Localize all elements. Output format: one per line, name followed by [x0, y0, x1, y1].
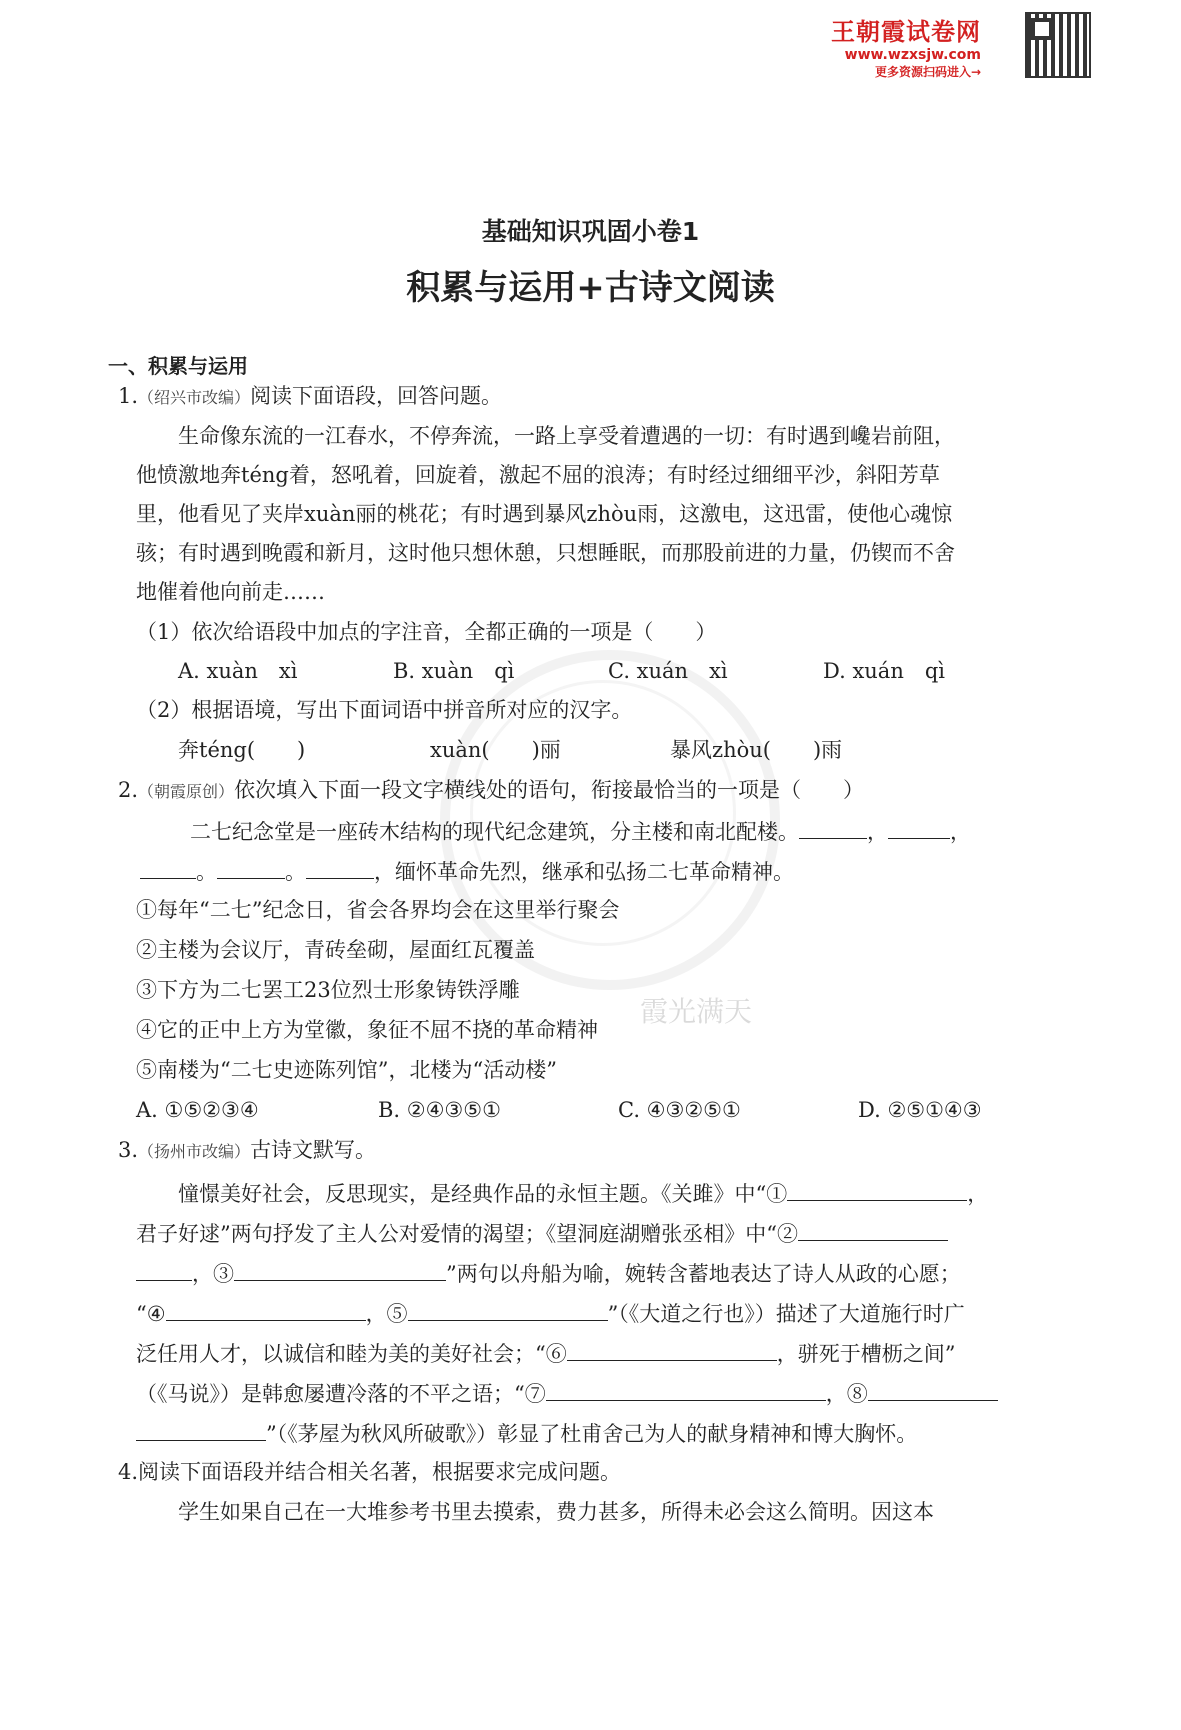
section-heading: 一、积累与运用 — [108, 354, 248, 378]
q1-sub1: （1）依次给语段中加点的字注音，全都正确的一项是（ ） — [136, 620, 717, 644]
paper-title: 积累与运用+古诗文阅读 — [406, 268, 775, 308]
q2-stem: 2.（朝霞原创）依次填入下面一段文字横线处的语句，衔接最恰当的一项是（ ） — [118, 778, 865, 802]
q2-item: ④它的正中上方为堂徽，象征不屈不挠的革命精神 — [136, 1018, 598, 1042]
q2-option-c: C. ④③②⑤① — [618, 1098, 741, 1122]
q2-para: 二七纪念堂是一座砖木结构的现代纪念建筑，分主楼和南北配楼。 ， ， — [190, 820, 971, 844]
q1-stem: 1.（绍兴市改编）阅读下面语段，回答问题。 — [118, 384, 503, 408]
q2-option-d: D. ②⑤①④③ — [858, 1098, 982, 1122]
q2-para-2: 。 。 ，缅怀革命先烈，继承和弘扬二七革命精神。 — [140, 860, 794, 883]
q1-para-line: 地催着他向前走…… — [136, 580, 325, 604]
q1-sub2: （2）根据语境，写出下面词语中拼音所对应的汉字。 — [136, 698, 633, 722]
q1-word-1: 奔téng( ) — [178, 738, 306, 762]
q1-option-c: C. xuán xì — [608, 659, 728, 683]
q1-word-3: 暴风zhòu( )雨 — [670, 738, 843, 762]
brand-logo — [831, 12, 981, 80]
watermark-text: 霞光满天 — [640, 995, 753, 1028]
q2-item: ③下方为二七罢工23位烈士形象铸铁浮雕 — [136, 978, 520, 1002]
brand-url: www.wzxsjw.com — [844, 47, 981, 63]
brand-note: 更多资源扫码进入→ — [874, 65, 981, 79]
q3-line-7: ”（《茅屋为秋风所破歌》）彰显了杜甫舍己为人的献身精神和博大胸怀。 — [136, 1422, 917, 1445]
q3-line-5: 泛任用人才，以诚信和睦为美的美好社会；“⑥ ，骈死于槽枥之间” — [136, 1342, 956, 1366]
q1-option-d: D. xuán qì — [823, 659, 946, 683]
q2-item: ⑤南楼为“二七史迹陈列馆”，北楼为“活动楼” — [136, 1058, 557, 1082]
q3-line-1: 憧憬美好社会，反思现实，是经典作品的永恒主题。《关雎》中“① ， — [178, 1182, 989, 1206]
q4-stem: 4.阅读下面语段并结合相关名著，根据要求完成问题。 — [118, 1460, 622, 1484]
q1-para-line: 骇；有时遇到晚霞和新月，这时他只想休憩，只想睡眠，而那股前进的力量，仍锲而不舍 — [136, 541, 955, 565]
q2-item: ②主楼为会议厅，青砖垒砌，屋面红瓦覆盖 — [136, 938, 535, 962]
q3-line-4: “④ ，⑤ ”（《大道之行也》）描述了大道施行时广 — [136, 1302, 965, 1326]
q3-line-2: 君子好逑”两句抒发了主人公对爱情的渴望；《望洞庭湖赠张丞相》中“② — [136, 1222, 948, 1245]
q1-para-line: 里，他看见了夹岸xuàn丽的桃花；有时遇到暴风zhòu雨，这激电，这迅雷，使他心魂惊 — [136, 502, 953, 526]
q4-para: 学生如果自己在一大堆参考书里去摸索，费力甚多，所得未必会这么简明。因这本 — [178, 1500, 934, 1524]
q3-line-3: ，③ ”两句以舟船为喻，婉转含蓄地表达了诗人从政的心愿； — [136, 1262, 961, 1285]
q1-para-line: 生命像东流的一江春水，不停奔流，一路上享受着遭遇的一切：有时遇到巉岩前阻， — [178, 424, 955, 448]
q1-para-line: 他愤激地奔téng着，怒吼着，回旋着，激起不屈的浪涛；有时经过细细平沙，斜阳芳草 — [136, 463, 940, 487]
q2-option-b: B. ②④③⑤① — [378, 1098, 501, 1122]
q1-option-a: A. xuàn xì — [178, 659, 298, 683]
q3-stem: 3.（扬州市改编）古诗文默写。 — [118, 1138, 377, 1162]
q2-item: ①每年“二七”纪念日，省会各界均会在这里举行聚会 — [136, 898, 620, 922]
paper-subtitle: 基础知识巩固小卷1 — [481, 217, 700, 246]
qr-code-icon — [1025, 12, 1091, 78]
q1-option-b: B. xuàn qì — [393, 659, 515, 683]
q1-word-2: xuàn( )丽 — [430, 738, 561, 762]
q2-option-a: A. ①⑤②③④ — [136, 1098, 259, 1122]
brand-name: 王朝霞试卷网 — [831, 18, 981, 46]
q3-line-6: （《马说》）是韩愈屡遭冷落的不平之语；“⑦ ，⑧ — [136, 1382, 998, 1405]
